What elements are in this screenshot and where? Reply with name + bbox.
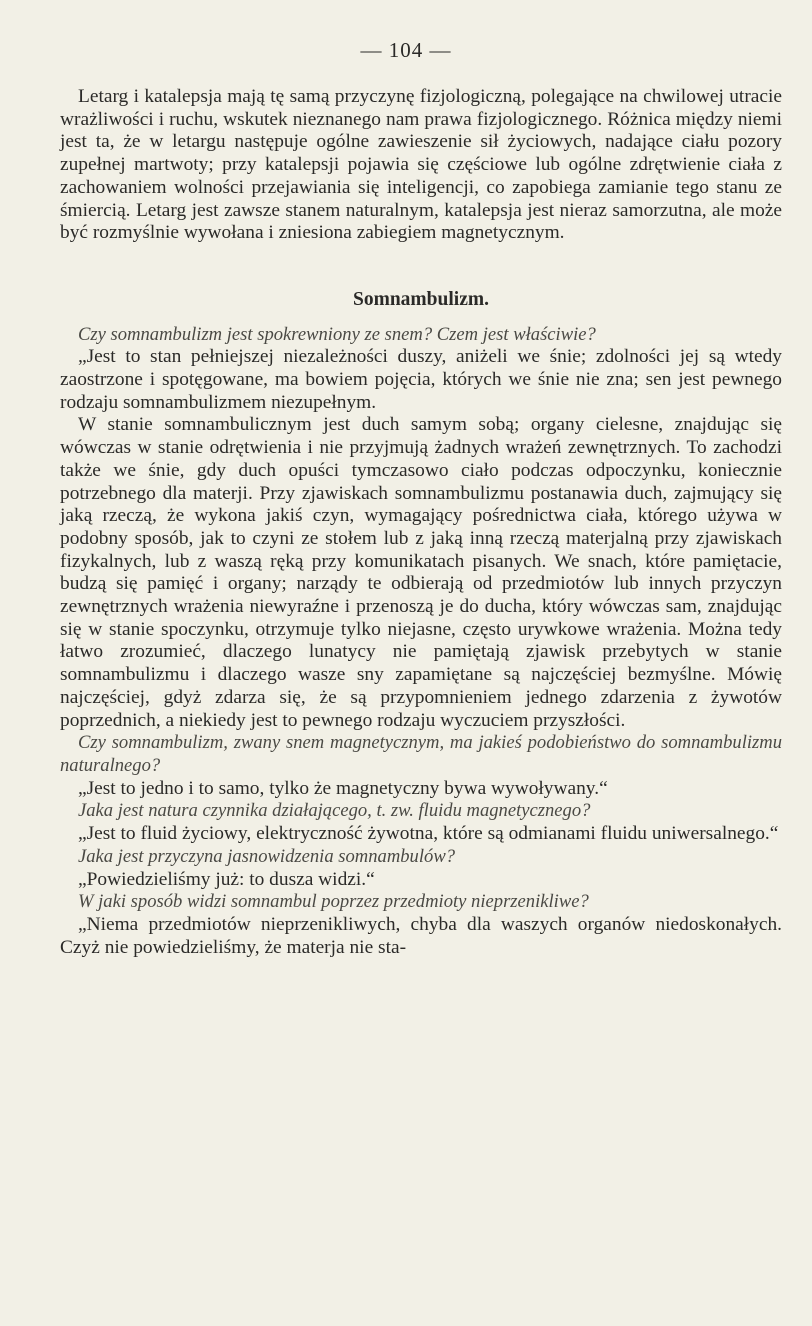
question-4: Jaka jest przyczyna jasnowidzenia somnambulów?: [78, 845, 456, 867]
answer-1-continued: W stanie somnambulicznym jest duch samym sobą; organy cielesne, znajdując się wówczas w stanie odrętwienia i nie przyjmują żadnych wrażeń zewnętrznych. To zachodzi także we śnie, gdy duch opuści tymczasowo ciało podczas odpoczynku, koniecznie potrzebnego dla materji. Przy zjawiskach somnambulizmu postanawia duch, zajmujący się jaką rzeczą, że wykona jakiś czyn, wymagający pośrednictwa ciała, którego używa w podobny sposób, jak to czyni ze stołem lub z jaką inną rzeczą materjalną przy zjawiskach fizykalnych, lub z waszą ręką przy komunikatach pisanych. We snach, które pamiętacie, budzą się pamięć i organy; narządy te odbierają od przedmiotów lub innych przyczyn zewnętrznych wrażenia niewyraźne i przenoszą je do ducha, który wówczas sam, znajdując się w stanie spoczynku, otrzymuje tylko niejasne, często urywkowe wrażenia. Można tedy łatwo zrozumieć, dlaczego lunatycy nie pamiętają zjawisk przebytych w stanie somnambulizmu i dlaczego wasze sny zapamiętane są najczęściej bezmyślne. Mówię najczęściej, gdyż zdarza się, że są przypomnieniem jednego zdarzenia z żywotów poprzednich, a niekiedy jest to pewnego rodzaju wyczuciem przyszłości.: [60, 414, 782, 731]
answer-4: „Powiedzieliśmy już: to dusza widzi.“: [78, 868, 375, 890]
answer-5: „Niema przedmiotów nieprzenikliwych, chyba dla waszych organów niedoskonałych. Czyż nie powiedzieliśmy, że materja nie sta-: [60, 913, 782, 958]
question-5: W jaki sposób widzi somnambul poprzez przedmioty nieprzenikliwe?: [78, 891, 589, 913]
question-1: Czy somnambulizm jest spokrewniony ze snem? Czem jest właściwie?: [78, 323, 596, 345]
answer-3: „Jest to fluid życiowy, elektryczność żywotna, które są odmianami fluidu uniwersalnego.“: [78, 823, 779, 845]
question-3: Jaka jest natura czynnika działającego, t. zw. fluidu magnetycznego?: [78, 800, 591, 822]
answer-1: „Jest to stan pełniejszej niezależności duszy, aniżeli we śnie; zdolności jej są wtedy zaostrzone i spotęgowane, ma bowiem pojęcia, których we śnie nie zna; sen jest pewnego rodzaju somnambulizmem niezupełnym.: [60, 346, 782, 413]
page-body: [60, 86, 782, 959]
answer-2: „Jest to jedno i to samo, tylko że magnetyczny bywa wywoływany.“: [78, 777, 608, 799]
intro-paragraph: Letarg i katalepsja mają tę samą przyczynę fizjologiczną, polegające na chwilowej utracie wrażliwości i ruchu, wskutek nieznanego nam prawa fizjologicznego. Różnica między niemi jest ta, że w letargu następuje ogólne zawieszenie sił życiowych, nadające ciału pozory zupełnej martwoty; przy katalepsji pojawia się częściowe lub ogólne zdrętwienie ciała z zachowaniem wolności przejawiania się inteligencji, co zapobiega zamianie tego stanu ze śmiercią. Letarg jest zawsze stanem naturalnym, katalepsja jest nieraz samorzutna, ale może być rozmyślnie wywołana i zniesiona zabiegiem magnetycznym.: [60, 86, 782, 244]
question-2: Czy somnambulizm, zwany snem magnetycznym, ma jakieś podobieństwo do somnambulizmu naturalnego?: [60, 732, 782, 776]
page-number: — 104 —: [360, 38, 452, 62]
section-title: Somnambulizm.: [353, 288, 489, 310]
